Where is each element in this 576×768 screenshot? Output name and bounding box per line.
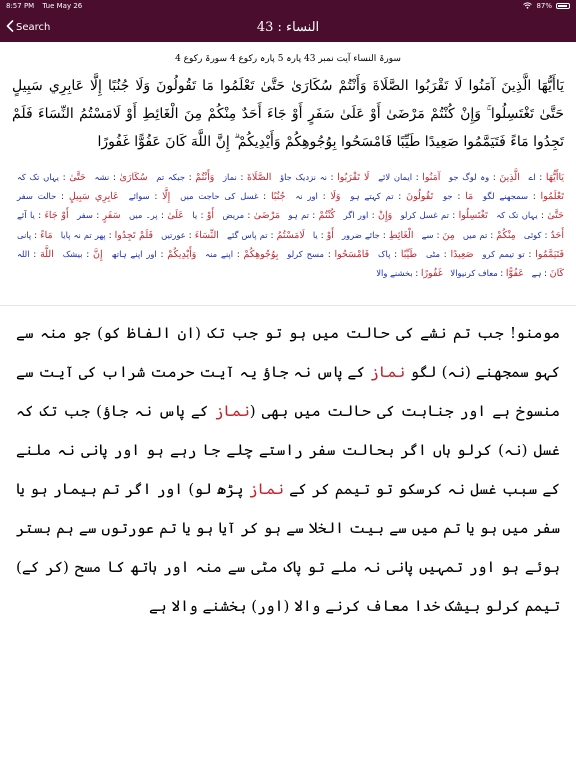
- word-pair: حَتَّىٰ : یہاں تک کہ: [496, 210, 564, 222]
- page-title: النساء : 43: [256, 19, 320, 35]
- word-urdu: تم غسل کرلو: [400, 210, 449, 221]
- word-arabic: عَفُوًّا: [505, 268, 524, 280]
- translation-text: مومنو! جب تم نشے کی حالت میں ہو تو جب تک (ان الفاظ کو) جو منہ سے کہو سمجھنے (نہ) لگو: [16, 324, 560, 382]
- translation-text: کے پاس نہ جاؤ) جب تک کہ غسل (نہ) کرلو ہاں اگر بحالت سفر راستے چلے جا رہے ہو اور پانی نہ ملنے کے سبب غسل نہ کرسکو تو تیمم کر کے: [16, 402, 560, 499]
- word-pair: جُنُبًا : غسل کی حاجت میں: [180, 191, 286, 203]
- word-urdu: تم پاس گئے: [227, 229, 268, 240]
- word-urdu: سمجھنے لگو: [483, 191, 528, 202]
- word-pair: كُنْتُمْ : تم ہو: [288, 210, 336, 222]
- word-urdu: یا آئے: [17, 210, 35, 221]
- word-pair: الصَّلَاةَ : نماز: [223, 172, 272, 183]
- status-left: [6, 2, 88, 10]
- word-urdu: مریض: [222, 210, 245, 221]
- word-pair: النِّسَاءَ : عورتیں: [161, 229, 219, 241]
- wifi-icon: [523, 2, 532, 11]
- word-urdu: نشہ: [94, 172, 110, 182]
- word-urdu: اور اگر: [343, 210, 369, 221]
- word-urdu: تم کہتے ہو: [350, 191, 394, 202]
- word-pair: أَوْ جَاءَ : یا آئے: [17, 210, 69, 222]
- word-arabic: مَاءً: [40, 229, 53, 241]
- word-arabic: لَا تَقْرَبُوا: [337, 172, 370, 183]
- word-arabic: وَأَنْتُمْ: [195, 172, 215, 183]
- word-arabic: كُنْتُمْ: [318, 210, 336, 222]
- word-urdu: یہاں تک کہ: [496, 210, 538, 221]
- word-urdu: جائے ضرور: [342, 229, 380, 240]
- word-urdu: مسح کرلو: [287, 248, 324, 259]
- word-arabic: وَأَيْدِيكُمْ: [167, 248, 197, 260]
- word-pair: غَفُورًا : بخشنے والا: [376, 268, 443, 280]
- word-urdu: سفر: [77, 210, 93, 221]
- word-urdu: عورتیں: [161, 229, 186, 240]
- word-arabic: مِنْكُمْ: [496, 229, 516, 241]
- word-arabic: حَتَّىٰ: [69, 172, 86, 183]
- word-pair: بِوُجُوهِكُمْ : اپنے منہ: [205, 248, 279, 260]
- word-urdu: سے: [421, 229, 434, 240]
- word-urdu: معاف کرنیوالا: [450, 268, 498, 279]
- word-pair: وَأَيْدِيكُمْ : اور اپنے ہاتھ: [111, 248, 197, 260]
- status-time: 8:57 PM: [6, 2, 35, 10]
- word-urdu: سوائے: [128, 191, 150, 202]
- word-pair: مَا : جو: [443, 191, 474, 203]
- translation-highlight: نماز: [214, 402, 250, 421]
- word-arabic: بِوُجُوهِكُمْ: [243, 248, 279, 260]
- word-arabic: يَاأَيُّهَا: [545, 172, 565, 183]
- word-urdu: تم میں: [462, 229, 488, 240]
- translation-text: پڑھ لو) اور اگر تم بیمار ہو یا سفر میں ہو یا تم میں سے بیت الخلا سے ہو کر آیا ہو یا تم عورتوں سے ہم بستر ہوئے ہو اور تمہیں پانی نہ ملے تو پاک مٹی سے منہ اور ہاتھ کا مسح (کر کے) تیمم کرلو بیشک خدا معاف کرنے والا (اور) بخشنے والا ہے: [16, 480, 560, 616]
- word-urdu: ہے: [531, 268, 542, 279]
- word-pair: وَإِنْ : اور اگر: [343, 210, 393, 222]
- word-urdu: تو تیمم کرو: [482, 248, 525, 259]
- word-pair: سَفَرٍ : سفر: [77, 210, 121, 222]
- word-arabic: مِنَ: [442, 229, 455, 241]
- word-urdu: بخشنے والا: [376, 268, 413, 279]
- word-arabic: كَانَ: [549, 268, 564, 280]
- battery-icon: [556, 3, 570, 9]
- word-arabic: تَقُولُونَ: [406, 191, 434, 203]
- word-urdu: مٹی: [425, 248, 440, 259]
- word-urdu: کوئی: [523, 229, 542, 240]
- word-pair: حَتَّىٰ : یہاں تک کہ: [17, 172, 86, 183]
- word-arabic: الصَّلَاةَ: [246, 172, 272, 183]
- word-by-word-translation: [0, 164, 576, 283]
- word-arabic: تَغْتَسِلُوا: [458, 210, 488, 222]
- word-urdu: پاک: [378, 248, 391, 259]
- word-arabic: اللَّهَ: [40, 248, 54, 260]
- word-pair: الْغَائِطِ : جائے ضرور: [342, 229, 414, 241]
- word-arabic: وَإِنْ: [377, 210, 393, 222]
- word-urdu: ایمان لائے: [378, 172, 413, 182]
- word-urdu: پر۔ میں: [128, 210, 158, 221]
- word-pair: تَغْتَسِلُوا : تم غسل کرلو: [400, 210, 488, 222]
- back-button[interactable]: [6, 12, 50, 42]
- word-arabic: إِلَّا: [162, 191, 171, 203]
- word-urdu: اپنے منہ: [205, 248, 234, 259]
- word-urdu: اور نہ: [295, 191, 318, 202]
- status-date: Tue May 26: [42, 2, 83, 10]
- status-bar: [0, 0, 576, 12]
- word-urdu: اللہ: [17, 248, 30, 259]
- word-pair: فَلَمْ تَجِدُوا : پھر تم نہ پایا: [60, 229, 154, 241]
- word-arabic: أَحَدٌ: [550, 229, 564, 241]
- nav-bar: [0, 12, 576, 42]
- word-arabic: فَلَمْ تَجِدُوا: [114, 229, 154, 241]
- word-arabic: عَابِرِي سَبِيلٍ: [68, 191, 119, 203]
- word-pair: لَا تَقْرَبُوا : نہ نزدیک جاؤ: [280, 172, 370, 183]
- battery-percent: 87%: [536, 2, 552, 10]
- word-pair: يَاأَيُّهَا : اے: [528, 172, 565, 183]
- word-pair: وَلَا : اور نہ: [295, 191, 341, 203]
- word-pair: آمَنُوا : ایمان لائے: [378, 172, 441, 183]
- back-label: Search: [16, 21, 51, 33]
- word-arabic: فَامْسَحُوا: [334, 248, 370, 260]
- word-arabic: تَعْلَمُوا: [540, 191, 564, 203]
- translation-highlight: نماز: [248, 480, 284, 499]
- ayah-reference: سورۃ النساء آیت نمبر 43 پارہ 5 پارہ رکوع 4 سورۃ رکوع 4: [175, 54, 401, 64]
- ayah-arabic-text: يَاأَيُّهَا الَّذِينَ آمَنُوا لَا تَقْرَبُوا الصَّلَاةَ وَأَنْتُمْ سُكَارَىٰ حَتَّىٰ تَعْلَمُوا مَا تَقُولُونَ وَلَا جُنُبًا إِلَّا عَابِرِي سَبِيلٍ حَتَّىٰ تَغْتَسِلُوا ۚ وَإِنْ كُنْتُمْ مَرْضَىٰ أَوْ عَلَىٰ سَفَرٍ أَوْ جَاءَ أَحَدٌ مِنْكُمْ مِنَ الْغَائِطِ أَوْ لَامَسْتُمُ النِّسَاءَ فَلَمْ تَجِدُوا مَاءً فَتَيَمَّمُوا صَعِيدًا طَيِّبًا فَامْسَحُوا بِوُجُوهِكُمْ وَأَيْدِيكُمْ ۗ إِنَّ اللَّهَ كَانَ عَفُوًّا غَفُورًا: [12, 78, 564, 150]
- word-pair: عَلَىٰ : پر۔ میں: [128, 210, 184, 222]
- word-arabic: غَفُورًا: [420, 268, 443, 280]
- word-pair: إِلَّا : سوائے: [128, 191, 171, 203]
- word-pair: أَحَدٌ : کوئی: [523, 229, 564, 241]
- word-arabic: مَا: [465, 191, 474, 203]
- word-arabic: لَامَسْتُمُ: [276, 229, 305, 241]
- word-arabic: إِنَّ: [93, 248, 103, 260]
- word-arabic: آمَنُوا: [422, 172, 441, 183]
- word-urdu: وہ لوگ جو: [449, 172, 490, 182]
- word-pair: مَرْضَىٰ : مریض: [222, 210, 281, 222]
- word-pair: إِنَّ : بیشک: [62, 248, 103, 260]
- word-arabic: طَيِّبًا: [400, 248, 418, 260]
- word-urdu: اور اپنے ہاتھ: [111, 248, 157, 259]
- word-arabic: عَلَىٰ: [167, 210, 184, 222]
- word-urdu: نہ نزدیک جاؤ: [280, 172, 327, 182]
- word-arabic: الْغَائِطِ: [388, 229, 414, 241]
- word-urdu: یا: [312, 229, 318, 240]
- chevron-left-icon: [6, 20, 14, 35]
- word-urdu: بیشک: [62, 248, 83, 259]
- word-pair: مَاءً : پانی: [17, 229, 53, 241]
- word-pair: مِنَ : سے: [421, 229, 455, 241]
- urdu-translation: [0, 306, 576, 626]
- word-pair: فَامْسَحُوا : مسح کرلو: [287, 248, 370, 260]
- word-urdu: تم ہو: [288, 210, 310, 221]
- word-pair: أَوْ : یا: [192, 210, 215, 222]
- word-urdu: یا: [192, 210, 198, 221]
- word-pair: عَابِرِي سَبِيلٍ : حالت سفر: [17, 191, 119, 203]
- status-right: [523, 2, 570, 11]
- word-pair: تَعْلَمُوا : سمجھنے لگو: [483, 191, 564, 203]
- word-urdu: نماز: [223, 172, 237, 182]
- word-arabic: جُنُبًا: [270, 191, 286, 203]
- word-urdu: جبکہ تم: [156, 172, 186, 182]
- word-urdu: اے: [528, 172, 536, 182]
- word-arabic: أَوْ: [206, 210, 215, 222]
- word-pair: طَيِّبًا : پاک: [378, 248, 418, 260]
- word-arabic: سَفَرٍ: [102, 210, 121, 222]
- word-urdu: پانی: [17, 229, 32, 240]
- word-pair: تَقُولُونَ : تم کہتے ہو: [350, 191, 434, 203]
- word-pair: لَامَسْتُمُ : تم پاس گئے: [227, 229, 305, 241]
- word-pair: كَانَ : ہے: [531, 268, 564, 280]
- word-arabic: حَتَّىٰ: [547, 210, 564, 222]
- word-urdu: غسل کی حاجت میں: [180, 191, 259, 202]
- word-arabic: فَتَيَمَّمُوا: [535, 248, 565, 260]
- word-pair: فَتَيَمَّمُوا : تو تیمم کرو: [482, 248, 565, 260]
- word-arabic: سُكَارَىٰ: [119, 172, 148, 183]
- word-pair: الَّذِينَ : وہ لوگ جو: [449, 172, 520, 183]
- word-arabic: أَوْ جَاءَ: [44, 210, 69, 222]
- word-arabic: مَرْضَىٰ: [253, 210, 281, 222]
- word-arabic: النِّسَاءَ: [194, 229, 219, 241]
- word-arabic: أَوْ: [326, 229, 334, 241]
- word-pair: عَفُوًّا : معاف کرنیوالا: [450, 268, 524, 280]
- word-pair: اللَّهَ : اللہ: [17, 248, 54, 260]
- word-pair: مِنْكُمْ : تم میں: [462, 229, 516, 241]
- word-urdu: حالت سفر: [17, 191, 57, 202]
- word-pair: أَوْ : یا: [312, 229, 334, 241]
- word-pair: صَعِيدًا : مٹی: [425, 248, 474, 260]
- word-arabic: صَعِيدًا: [450, 248, 474, 260]
- word-arabic: وَلَا: [330, 191, 341, 203]
- word-pair: سُكَارَىٰ : نشہ: [94, 172, 148, 183]
- word-urdu: پھر تم نہ پایا: [60, 229, 106, 240]
- word-urdu: یہاں تک کہ: [17, 172, 60, 182]
- word-urdu: جو: [443, 191, 453, 202]
- translation-text: کے پاس نہ جاؤ یہ آیت حرمت شراب کی آیت سے منسوخ ہے اور جنابت کی حالت میں بھی (: [16, 363, 560, 421]
- word-pair: وَأَنْتُمْ : جبکہ تم: [156, 172, 215, 183]
- translation-highlight: نماز: [370, 363, 406, 382]
- word-arabic: الَّذِينَ: [499, 172, 520, 183]
